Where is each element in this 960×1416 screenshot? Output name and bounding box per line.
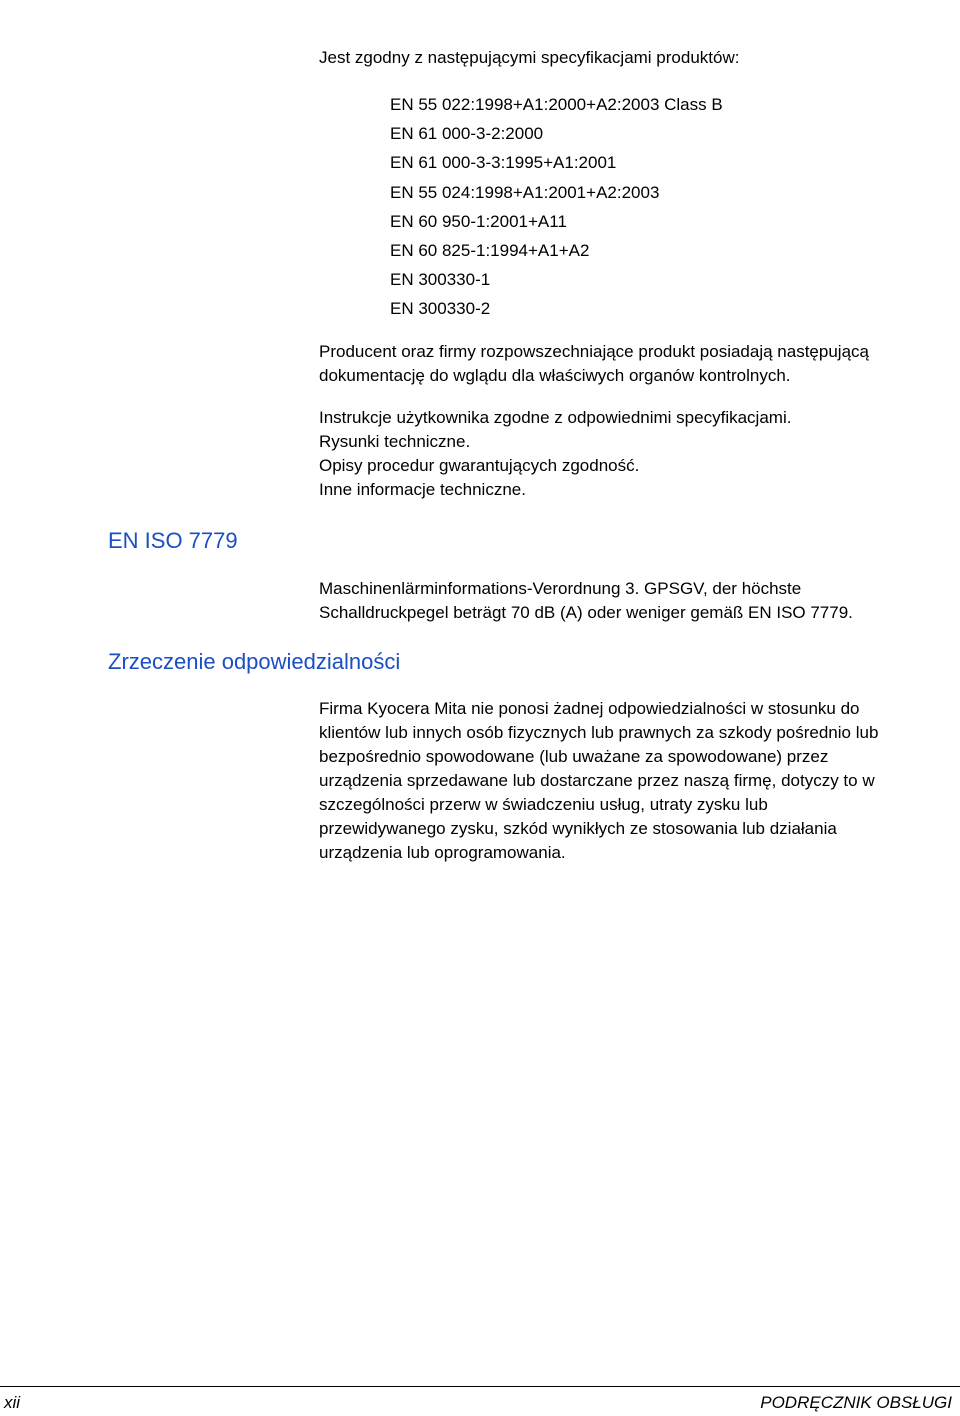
document-item: Rysunki techniczne. [319,432,471,451]
disclaimer-line: urządzenia sprzedawane lub dostarczane przez naszą firmę, dotyczy to w [319,771,875,790]
standard-item: EN 300330-2 [390,299,491,319]
manual-title: PODRĘCZNIK OBSŁUGI [760,1393,952,1412]
disclaimer-heading: Zrzeczenie odpowiedzialności [108,649,401,674]
document-item: Instrukcje użytkownika zgodne z odpowiednimi specyfikacjami. [319,408,792,427]
standard-item: EN 61 000-3-3:1995+A1:2001 [390,153,617,173]
standard-item: EN 60 825-1:1994+A1+A2 [390,241,590,261]
intro-text: Jest zgodny z następującymi specyfikacjami produktów: [319,48,740,67]
document-item: Opisy procedur gwarantujących zgodność. [319,456,640,475]
iso-text-line: Maschinenlärminformations-Verordnung 3. GPSGV, der höchste [319,579,802,598]
iso-heading: EN ISO 7779 [108,528,238,553]
standard-item: EN 300330-1 [390,270,491,290]
disclaimer-line: klientów lub innych osób fizycznych lub prawnych za szkody pośrednio lub [319,723,879,742]
footer-divider [0,1386,960,1387]
disclaimer-line: bezpośrednio spowodowane (lub uważane za spowodowane) przez [319,747,829,766]
disclaimer-line: szczególności przerw w świadczeniu usług, utraty zysku lub [319,795,768,814]
document-item: Inne informacje techniczne. [319,480,526,499]
disclaimer-line: Firma Kyocera Mita nie ponosi żadnej odpowiedzialności w stosunku do [319,699,860,718]
standard-item: EN 55 024:1998+A1:2001+A2:2003 [390,182,660,202]
producer-note-line: Producent oraz firmy rozpowszechniające produkt posiadają następującą [319,342,869,361]
producer-note-line: dokumentację do wglądu dla właściwych organów kontrolnych. [319,366,791,385]
iso-text-line: Schalldruckpegel beträgt 70 dB (A) oder weniger gemäß EN ISO 7779. [319,603,853,622]
disclaimer-text [319,697,878,865]
standard-item: EN 61 000-3-2:2000 [390,124,544,144]
standard-item: EN 55 022:1998+A1:2000+A2:2003 Class B [390,95,723,114]
iso-text [319,577,853,625]
page-number: xii [4,1393,21,1412]
documents-list [319,406,791,502]
disclaimer-line: przewidywanego zysku, szkód wynikłych ze stosowania lub działania [319,819,837,838]
standards-list [390,90,723,324]
producer-note [319,340,869,388]
standard-item: EN 60 950-1:2001+A11 [390,211,567,231]
disclaimer-line: urządzenia lub oprogramowania. [319,843,566,862]
